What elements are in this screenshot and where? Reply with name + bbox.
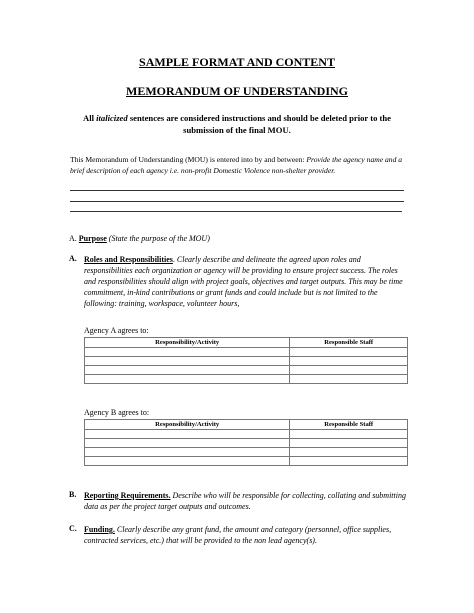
- blank-line-1: [70, 190, 404, 191]
- table-cell[interactable]: [290, 375, 408, 384]
- table-row: [85, 430, 408, 439]
- note-prefix: All: [83, 113, 94, 123]
- table-cell[interactable]: [85, 357, 290, 366]
- blank-line-3: [70, 211, 402, 212]
- italic-instruction-note: [64, 112, 410, 136]
- section-reporting-letter: B.: [69, 490, 77, 499]
- table-row: [85, 366, 408, 375]
- intro-instruction: Provide the agency name and a brief description of each agency i.e. non-profit Domestic Violence non-shelter provider.: [70, 155, 403, 175]
- section-purpose: [69, 233, 409, 244]
- agency-a-table: [84, 337, 408, 384]
- section-roles: Roles and Responsibilities. Clearly describe and delineate the agreed upon roles and responsibilities each organization or agency will be providing to ensure project success. The roles and responsibilities should align with project goals, objectives and target outputs. This may be time commitment, in-kind contributions or grant funds and could include but is not limited to the following: training, workspace, volunteer hours,: [84, 255, 403, 308]
- column-header: Responsible Staff: [290, 338, 408, 348]
- table-cell[interactable]: [290, 430, 408, 439]
- column-header: Responsibility/Activity: [85, 338, 290, 348]
- table-header-row: [85, 338, 408, 348]
- section-heading: Purpose: [78, 234, 107, 243]
- section-heading: Funding.: [84, 525, 115, 534]
- section-instruction: Clearly describe any grant fund, the amount and category (personnel, office supplies, contracted services, etc.) that will be provided to the non lead agency(s).: [84, 525, 392, 545]
- table-row: [85, 439, 408, 448]
- blank-line-2: [70, 201, 404, 202]
- table-row: [85, 357, 408, 366]
- table-row: [85, 457, 408, 466]
- table-row: [85, 348, 408, 357]
- intro-text: This Memorandum of Understanding (MOU) is entered into by and between:: [70, 155, 305, 164]
- table-cell[interactable]: [85, 439, 290, 448]
- note-suffix: sentences are considered instructions and should be deleted prior to the submission of the final MOU.: [129, 113, 391, 135]
- table-cell[interactable]: [290, 439, 408, 448]
- section-roles-letter: A.: [69, 254, 77, 263]
- section-funding-letter: C.: [69, 524, 77, 533]
- section-instruction: Describe who will be responsible for collecting, collating and submitting data as per the project target outputs and outcomes.: [84, 491, 406, 511]
- section-heading: Roles and Responsibilities: [84, 255, 173, 264]
- table-cell[interactable]: [85, 430, 290, 439]
- document-title: SAMPLE FORMAT AND CONTENT: [139, 55, 335, 69]
- section-letter: A.: [69, 234, 77, 243]
- table-cell[interactable]: [85, 457, 290, 466]
- section-funding: [84, 524, 410, 546]
- agency-b-label: Agency B agrees to:: [84, 408, 150, 417]
- document-subtitle: MEMORANDUM OF UNDERSTANDING: [126, 84, 348, 98]
- table-cell[interactable]: [290, 448, 408, 457]
- table-cell[interactable]: [290, 366, 408, 375]
- agency-b-table: [84, 419, 408, 466]
- note-italic-word: italicized: [96, 113, 128, 123]
- section-heading: Reporting Requirements.: [84, 491, 171, 500]
- table-cell[interactable]: [85, 448, 290, 457]
- table-row: [85, 448, 408, 457]
- table-cell[interactable]: [85, 366, 290, 375]
- table-cell[interactable]: [85, 375, 290, 384]
- table-cell[interactable]: [290, 357, 408, 366]
- section-instruction: Clearly describe and delineate the agreed upon roles and responsibilities each organization or agency will be providing to ensure project success. The roles and responsibilities should align with project goals, objectives and target outputs. This may be time commitment, in-kind contributions or grant funds and could include but is not limited to the following: training, workspace, volunteer hours,: [84, 255, 403, 308]
- table-cell[interactable]: [85, 348, 290, 357]
- section-reporting: [84, 490, 410, 512]
- agency-a-label: Agency A agrees to:: [84, 326, 149, 335]
- table-cell[interactable]: [290, 348, 408, 357]
- table-header-row: [85, 420, 408, 430]
- column-header: Responsible Staff: [290, 420, 408, 430]
- intro-paragraph: [70, 154, 406, 176]
- section-instruction: (State the purpose of the MOU): [108, 234, 210, 243]
- table-cell[interactable]: [290, 457, 408, 466]
- column-header: Responsibility/Activity: [85, 420, 290, 430]
- table-row: [85, 375, 408, 384]
